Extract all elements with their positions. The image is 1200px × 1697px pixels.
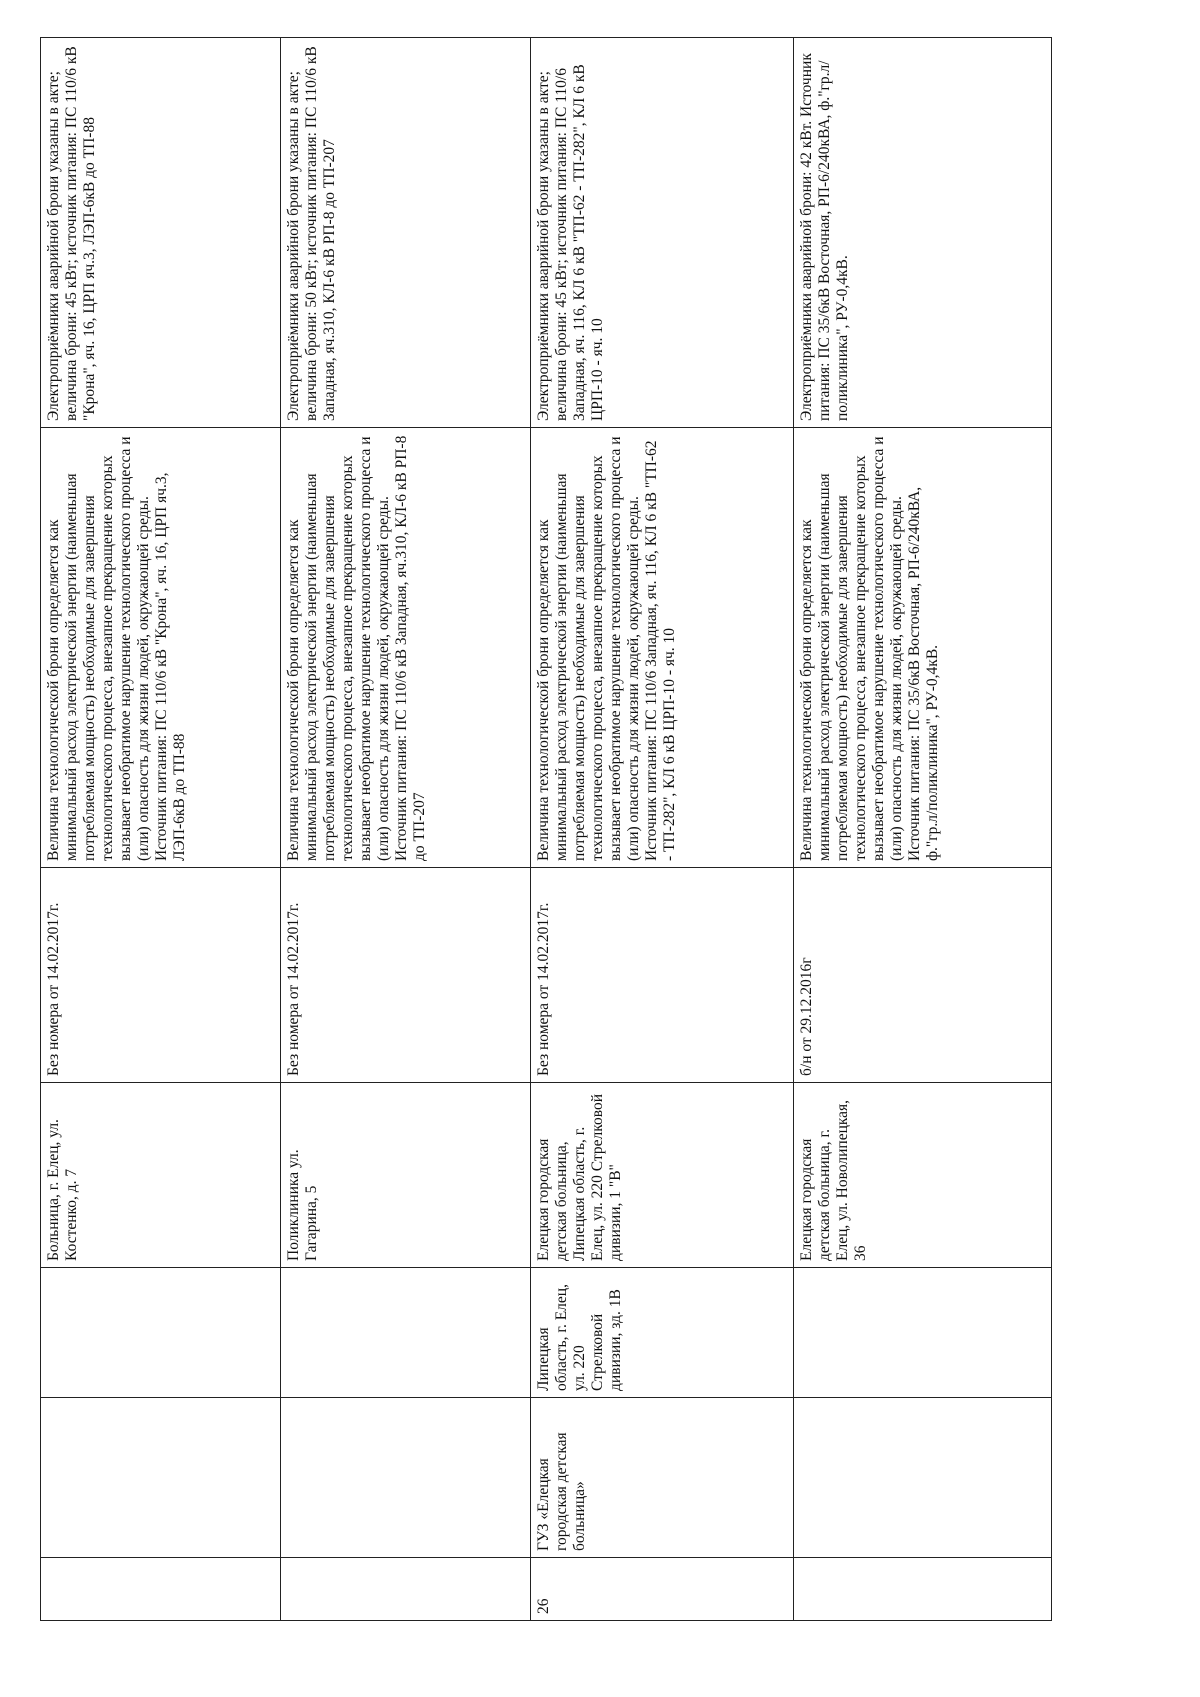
cell-object: Больница, г. Елец, ул. Костенко, д. 7: [41, 1083, 281, 1268]
cell-address: Липецкая область, г. Елец, ул. 220 Стрелковой дивизии, зд. 1В: [531, 1268, 794, 1398]
rotated-table-page: [40, 38, 1051, 1621]
cell-tech-reserve: Величина технологической брони определяется как минимальный расход электрической энергии (наименьшая потребляемая мощность) необходимые для завершения технологического процесса, внезапное прекращение которых вызывает необратимое нарушение технологического процесса и (или) опасность для жизни людей, окружающей среды. Источник питания: ПС 110/6 кВ "Крона", яч. 16, ЦРП яч.3, ЛЭП-6кВ до ТП-88: [41, 428, 281, 868]
cell-num: [41, 1558, 281, 1621]
cell-tech-reserve: Величина технологической брони определяется как минимальный расход электрической энергии (наименьшая потребляемая мощность) необходимые для завершения технологического процесса, внезапное прекращение которых вызывает необратимое нарушение технологического процесса и (или) опасность для жизни людей, окружающей среды. Источник питания: ПС 35/6кВ Восточная, РП-6/240кВА, ф."гр.л/поликлиника", РУ-0,4кВ.: [794, 428, 1052, 868]
table-row: [794, 38, 1052, 1621]
cell-org: ГУЗ «Елецкая городская детская больница»: [531, 1398, 794, 1558]
cell-act: б/н от 29.12.2016г: [794, 868, 1052, 1083]
cell-address: [41, 1268, 281, 1398]
cell-tech-reserve: Величина технологической брони определяется как минимальный расход электрической энергии (наименьшая потребляемая мощность) необходимые для завершения технологического процесса, внезапное прекращение которых вызывает необратимое нарушение технологического процесса и (или) опасность для жизни людей, окружающей среды. Источник питания: ПС 110/6 кВ Западная, яч.310, КЛ-6 кВ РП-8 до ТП-207: [281, 428, 531, 868]
cell-tech-reserve: Величина технологической брони определяется как минимальный расход электрической энергии (наименьшая потребляемая мощность) необходимые для завершения технологического процесса, внезапное прекращение которых вызывает необратимое нарушение технологического процесса и (или) опасность для жизни людей, окружающей среды. Источник питания: ПС 110/6 Западная, яч. 116, КЛ 6 кВ "ТП-62 - ТП-282", КЛ 6 кВ ЦРП-10 - яч. 10: [531, 428, 794, 868]
cell-address: [281, 1268, 531, 1398]
cell-emergency-reserve: Электроприёмники аварийной брони указаны в акте; величина брони: 45 кВт; источник питания: ПС 110/6 Западная, яч. 116, КЛ 6 кВ "ТП-62 - ТП-282", КЛ 6 кВ ЦРП-10 - яч. 10: [531, 38, 794, 428]
cell-org: [281, 1398, 531, 1558]
cell-act: Без номера от 14.02.2017г.: [531, 868, 794, 1083]
cell-emergency-reserve: Электроприёмники аварийной брони: 42 кВт. Источник питания: ПС 35/6кВ Восточная, РП-6/240кВА, ф."гр.л/поликлиника", РУ-0,4кВ.: [794, 38, 1052, 428]
table-row: [281, 38, 531, 1621]
cell-act: Без номера от 14.02.2017г.: [281, 868, 531, 1083]
cell-object: Поликлиника ул. Гагарина, 5: [281, 1083, 531, 1268]
cell-num: [281, 1558, 531, 1621]
cell-object: Елецкая городская детская больница, г. Елец, ул. Новолипецкая, 36: [794, 1083, 1052, 1268]
cell-org: [41, 1398, 281, 1558]
cell-act: Без номера от 14.02.2017г.: [41, 868, 281, 1083]
reservation-table: [40, 37, 1052, 1621]
cell-org: [794, 1398, 1052, 1558]
cell-num: [794, 1558, 1052, 1621]
cell-address: [794, 1268, 1052, 1398]
table-row: [531, 38, 794, 1621]
cell-emergency-reserve: Электроприёмники аварийной брони указаны в акте; величина брони: 45 кВт; источник питания: ПС 110/6 кВ "Крона", яч. 16, ЦРП яч.3, ЛЭП-6кВ до ТП-88: [41, 38, 281, 428]
table-row: [41, 38, 281, 1621]
cell-num: 26: [531, 1558, 794, 1621]
cell-object: Елецкая городская детская больница, Липецкая область, г. Елец, ул. 220 Стрелковой дивизии, 1 "В": [531, 1083, 794, 1268]
cell-emergency-reserve: Электроприёмники аварийной брони указаны в акте; величина брони: 50 кВт; источник питания: ПС 110/6 кВ Западная, яч.310, КЛ-6 кВ РП-8 до ТП-207: [281, 38, 531, 428]
